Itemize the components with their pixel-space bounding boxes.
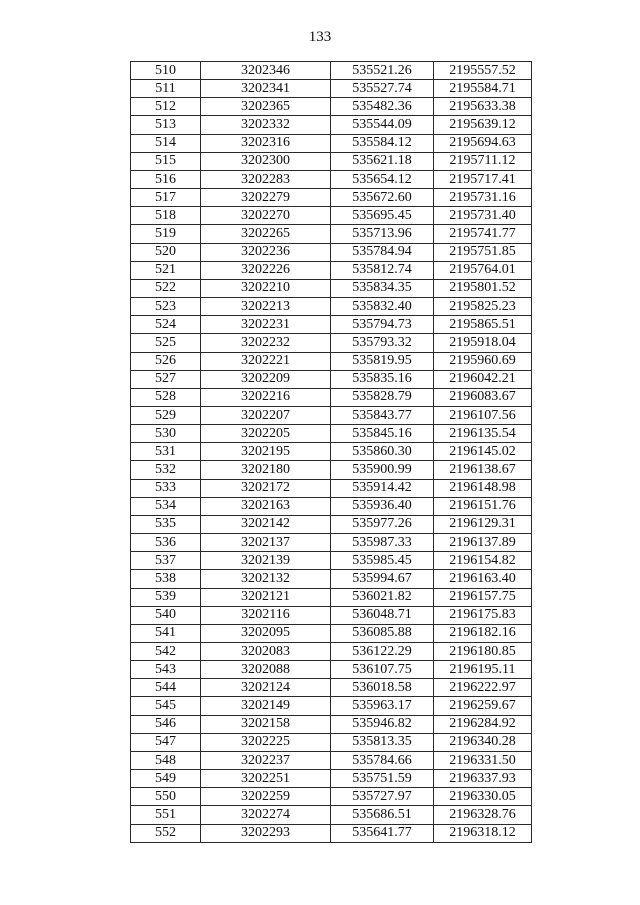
point-id-cell: 3202205 — [201, 425, 331, 443]
x-coordinate-cell: 535672.60 — [331, 189, 434, 207]
x-coordinate-cell: 535621.18 — [331, 152, 434, 170]
point-id-cell: 3202195 — [201, 443, 331, 461]
table-row — [131, 624, 532, 642]
point-id-cell: 3202270 — [201, 207, 331, 225]
point-id-cell: 3202095 — [201, 624, 331, 642]
y-coordinate-cell: 2196330.05 — [434, 788, 532, 806]
y-coordinate-cell: 2196154.82 — [434, 552, 532, 570]
x-coordinate-cell: 535963.17 — [331, 697, 434, 715]
point-id-cell: 3202207 — [201, 406, 331, 424]
point-number-cell: 523 — [131, 298, 201, 316]
point-id-cell: 3202116 — [201, 606, 331, 624]
table-row — [131, 298, 532, 316]
point-number-cell: 521 — [131, 261, 201, 279]
point-id-cell: 3202139 — [201, 552, 331, 570]
y-coordinate-cell: 2195741.77 — [434, 225, 532, 243]
coordinate-table — [130, 61, 532, 843]
point-id-cell: 3202259 — [201, 788, 331, 806]
table-row — [131, 170, 532, 188]
point-number-cell: 550 — [131, 788, 201, 806]
table-row — [131, 715, 532, 733]
table-row — [131, 116, 532, 134]
table-row — [131, 207, 532, 225]
y-coordinate-cell: 2196331.50 — [434, 751, 532, 769]
y-coordinate-cell: 2195731.40 — [434, 207, 532, 225]
y-coordinate-cell: 2196195.11 — [434, 661, 532, 679]
table-row — [131, 733, 532, 751]
x-coordinate-cell: 535482.36 — [331, 98, 434, 116]
y-coordinate-cell: 2196129.31 — [434, 515, 532, 533]
point-id-cell: 3202316 — [201, 134, 331, 152]
point-number-cell: 552 — [131, 824, 201, 842]
x-coordinate-cell: 535987.33 — [331, 534, 434, 552]
table-row — [131, 461, 532, 479]
table-row — [131, 225, 532, 243]
point-number-cell: 536 — [131, 534, 201, 552]
point-id-cell: 3202237 — [201, 751, 331, 769]
x-coordinate-cell: 535819.95 — [331, 352, 434, 370]
table-row — [131, 134, 532, 152]
x-coordinate-cell: 536018.58 — [331, 679, 434, 697]
point-number-cell: 541 — [131, 624, 201, 642]
y-coordinate-cell: 2195825.23 — [434, 298, 532, 316]
point-id-cell: 3202209 — [201, 370, 331, 388]
table-row — [131, 243, 532, 261]
x-coordinate-cell: 535985.45 — [331, 552, 434, 570]
page-number: 133 — [308, 29, 332, 45]
table-row — [131, 661, 532, 679]
point-id-cell: 3202163 — [201, 497, 331, 515]
x-coordinate-cell: 535835.16 — [331, 370, 434, 388]
point-number-cell: 532 — [131, 461, 201, 479]
x-coordinate-cell: 535713.96 — [331, 225, 434, 243]
point-id-cell: 3202341 — [201, 80, 331, 98]
point-number-cell: 544 — [131, 679, 201, 697]
table-row — [131, 824, 532, 842]
table-row — [131, 679, 532, 697]
table-row — [131, 497, 532, 515]
x-coordinate-cell: 536122.29 — [331, 643, 434, 661]
y-coordinate-cell: 2195717.41 — [434, 170, 532, 188]
y-coordinate-cell: 2195639.12 — [434, 116, 532, 134]
y-coordinate-cell: 2196318.12 — [434, 824, 532, 842]
x-coordinate-cell: 535794.73 — [331, 316, 434, 334]
point-id-cell: 3202149 — [201, 697, 331, 715]
point-id-cell: 3202221 — [201, 352, 331, 370]
table-row — [131, 552, 532, 570]
x-coordinate-cell: 535521.26 — [331, 62, 434, 80]
point-number-cell: 546 — [131, 715, 201, 733]
table-row — [131, 370, 532, 388]
point-id-cell: 3202137 — [201, 534, 331, 552]
point-number-cell: 542 — [131, 643, 201, 661]
y-coordinate-cell: 2196083.67 — [434, 388, 532, 406]
point-number-cell: 551 — [131, 806, 201, 824]
x-coordinate-cell: 535813.35 — [331, 733, 434, 751]
point-id-cell: 3202180 — [201, 461, 331, 479]
x-coordinate-cell: 535977.26 — [331, 515, 434, 533]
point-number-cell: 527 — [131, 370, 201, 388]
point-id-cell: 3202172 — [201, 479, 331, 497]
y-coordinate-cell: 2196151.76 — [434, 497, 532, 515]
y-coordinate-cell: 2196259.67 — [434, 697, 532, 715]
point-number-cell: 515 — [131, 152, 201, 170]
y-coordinate-cell: 2195731.16 — [434, 189, 532, 207]
x-coordinate-cell: 535784.94 — [331, 243, 434, 261]
x-coordinate-cell: 535727.97 — [331, 788, 434, 806]
y-coordinate-cell: 2196137.89 — [434, 534, 532, 552]
x-coordinate-cell: 535914.42 — [331, 479, 434, 497]
y-coordinate-cell: 2195801.52 — [434, 279, 532, 297]
x-coordinate-cell: 535695.45 — [331, 207, 434, 225]
y-coordinate-cell: 2195865.51 — [434, 316, 532, 334]
y-coordinate-cell: 2195751.85 — [434, 243, 532, 261]
y-coordinate-cell: 2196163.40 — [434, 570, 532, 588]
point-number-cell: 534 — [131, 497, 201, 515]
point-number-cell: 522 — [131, 279, 201, 297]
table-row — [131, 751, 532, 769]
point-id-cell: 3202142 — [201, 515, 331, 533]
y-coordinate-cell: 2196284.92 — [434, 715, 532, 733]
table-row — [131, 770, 532, 788]
table-row — [131, 788, 532, 806]
table-row — [131, 62, 532, 80]
y-coordinate-cell: 2196175.83 — [434, 606, 532, 624]
x-coordinate-cell: 535793.32 — [331, 334, 434, 352]
x-coordinate-cell: 535544.09 — [331, 116, 434, 134]
table-row — [131, 316, 532, 334]
y-coordinate-cell: 2196328.76 — [434, 806, 532, 824]
point-number-cell: 519 — [131, 225, 201, 243]
x-coordinate-cell: 535832.40 — [331, 298, 434, 316]
point-number-cell: 529 — [131, 406, 201, 424]
x-coordinate-cell: 535834.35 — [331, 279, 434, 297]
x-coordinate-cell: 535527.74 — [331, 80, 434, 98]
table-row — [131, 697, 532, 715]
table-row — [131, 406, 532, 424]
x-coordinate-cell: 535936.40 — [331, 497, 434, 515]
table-row — [131, 479, 532, 497]
point-id-cell: 3202226 — [201, 261, 331, 279]
table-row — [131, 279, 532, 297]
point-id-cell: 3202279 — [201, 189, 331, 207]
table-row — [131, 189, 532, 207]
table-row — [131, 425, 532, 443]
point-number-cell: 517 — [131, 189, 201, 207]
point-id-cell: 3202332 — [201, 116, 331, 134]
point-number-cell: 514 — [131, 134, 201, 152]
point-id-cell: 3202346 — [201, 62, 331, 80]
point-number-cell: 520 — [131, 243, 201, 261]
x-coordinate-cell: 536048.71 — [331, 606, 434, 624]
table-row — [131, 334, 532, 352]
x-coordinate-cell: 535860.30 — [331, 443, 434, 461]
y-coordinate-cell: 2195633.38 — [434, 98, 532, 116]
point-number-cell: 524 — [131, 316, 201, 334]
y-coordinate-cell: 2196180.85 — [434, 643, 532, 661]
point-number-cell: 538 — [131, 570, 201, 588]
point-id-cell: 3202216 — [201, 388, 331, 406]
y-coordinate-cell: 2196138.67 — [434, 461, 532, 479]
point-number-cell: 548 — [131, 751, 201, 769]
point-id-cell: 3202124 — [201, 679, 331, 697]
point-id-cell: 3202213 — [201, 298, 331, 316]
y-coordinate-cell: 2196337.93 — [434, 770, 532, 788]
table-row — [131, 515, 532, 533]
table-row — [131, 152, 532, 170]
point-id-cell: 3202293 — [201, 824, 331, 842]
x-coordinate-cell: 535812.74 — [331, 261, 434, 279]
point-id-cell: 3202232 — [201, 334, 331, 352]
point-number-cell: 533 — [131, 479, 201, 497]
point-number-cell: 535 — [131, 515, 201, 533]
table-row — [131, 570, 532, 588]
x-coordinate-cell: 536085.88 — [331, 624, 434, 642]
x-coordinate-cell: 536021.82 — [331, 588, 434, 606]
table-row — [131, 352, 532, 370]
point-id-cell: 3202365 — [201, 98, 331, 116]
point-number-cell: 540 — [131, 606, 201, 624]
point-id-cell: 3202265 — [201, 225, 331, 243]
point-number-cell: 543 — [131, 661, 201, 679]
point-id-cell: 3202300 — [201, 152, 331, 170]
table-row — [131, 534, 532, 552]
x-coordinate-cell: 535828.79 — [331, 388, 434, 406]
x-coordinate-cell: 535654.12 — [331, 170, 434, 188]
y-coordinate-cell: 2196135.54 — [434, 425, 532, 443]
y-coordinate-cell: 2196157.75 — [434, 588, 532, 606]
table-row — [131, 606, 532, 624]
y-coordinate-cell: 2196182.16 — [434, 624, 532, 642]
table-row — [131, 588, 532, 606]
x-coordinate-cell: 535751.59 — [331, 770, 434, 788]
coordinate-table-body — [131, 62, 532, 843]
point-number-cell: 539 — [131, 588, 201, 606]
point-id-cell: 3202225 — [201, 733, 331, 751]
point-number-cell: 511 — [131, 80, 201, 98]
x-coordinate-cell: 535946.82 — [331, 715, 434, 733]
point-number-cell: 531 — [131, 443, 201, 461]
x-coordinate-cell: 535843.77 — [331, 406, 434, 424]
point-id-cell: 3202251 — [201, 770, 331, 788]
point-number-cell: 537 — [131, 552, 201, 570]
point-id-cell: 3202274 — [201, 806, 331, 824]
y-coordinate-cell: 2195694.63 — [434, 134, 532, 152]
point-number-cell: 516 — [131, 170, 201, 188]
x-coordinate-cell: 536107.75 — [331, 661, 434, 679]
y-coordinate-cell: 2196222.97 — [434, 679, 532, 697]
y-coordinate-cell: 2195918.04 — [434, 334, 532, 352]
y-coordinate-cell: 2195584.71 — [434, 80, 532, 98]
point-id-cell: 3202210 — [201, 279, 331, 297]
x-coordinate-cell: 535686.51 — [331, 806, 434, 824]
table-row — [131, 443, 532, 461]
point-number-cell: 525 — [131, 334, 201, 352]
table-row — [131, 388, 532, 406]
point-number-cell: 545 — [131, 697, 201, 715]
y-coordinate-cell: 2196042.21 — [434, 370, 532, 388]
point-number-cell: 513 — [131, 116, 201, 134]
table-row — [131, 643, 532, 661]
point-number-cell: 549 — [131, 770, 201, 788]
table-row — [131, 806, 532, 824]
y-coordinate-cell: 2196148.98 — [434, 479, 532, 497]
point-id-cell: 3202231 — [201, 316, 331, 334]
point-number-cell: 526 — [131, 352, 201, 370]
point-id-cell: 3202088 — [201, 661, 331, 679]
point-id-cell: 3202121 — [201, 588, 331, 606]
y-coordinate-cell: 2195711.12 — [434, 152, 532, 170]
point-number-cell: 530 — [131, 425, 201, 443]
x-coordinate-cell: 535584.12 — [331, 134, 434, 152]
y-coordinate-cell: 2195960.69 — [434, 352, 532, 370]
table-row — [131, 261, 532, 279]
x-coordinate-cell: 535900.99 — [331, 461, 434, 479]
point-id-cell: 3202236 — [201, 243, 331, 261]
y-coordinate-cell: 2196340.28 — [434, 733, 532, 751]
x-coordinate-cell: 535845.16 — [331, 425, 434, 443]
point-number-cell: 512 — [131, 98, 201, 116]
point-id-cell: 3202283 — [201, 170, 331, 188]
table-row — [131, 98, 532, 116]
point-number-cell: 528 — [131, 388, 201, 406]
table-row — [131, 80, 532, 98]
point-number-cell: 547 — [131, 733, 201, 751]
point-id-cell: 3202158 — [201, 715, 331, 733]
y-coordinate-cell: 2195764.01 — [434, 261, 532, 279]
point-id-cell: 3202132 — [201, 570, 331, 588]
point-number-cell: 518 — [131, 207, 201, 225]
y-coordinate-cell: 2196145.02 — [434, 443, 532, 461]
x-coordinate-cell: 535784.66 — [331, 751, 434, 769]
y-coordinate-cell: 2196107.56 — [434, 406, 532, 424]
point-number-cell: 510 — [131, 62, 201, 80]
y-coordinate-cell: 2195557.52 — [434, 62, 532, 80]
x-coordinate-cell: 535994.67 — [331, 570, 434, 588]
x-coordinate-cell: 535641.77 — [331, 824, 434, 842]
point-id-cell: 3202083 — [201, 643, 331, 661]
